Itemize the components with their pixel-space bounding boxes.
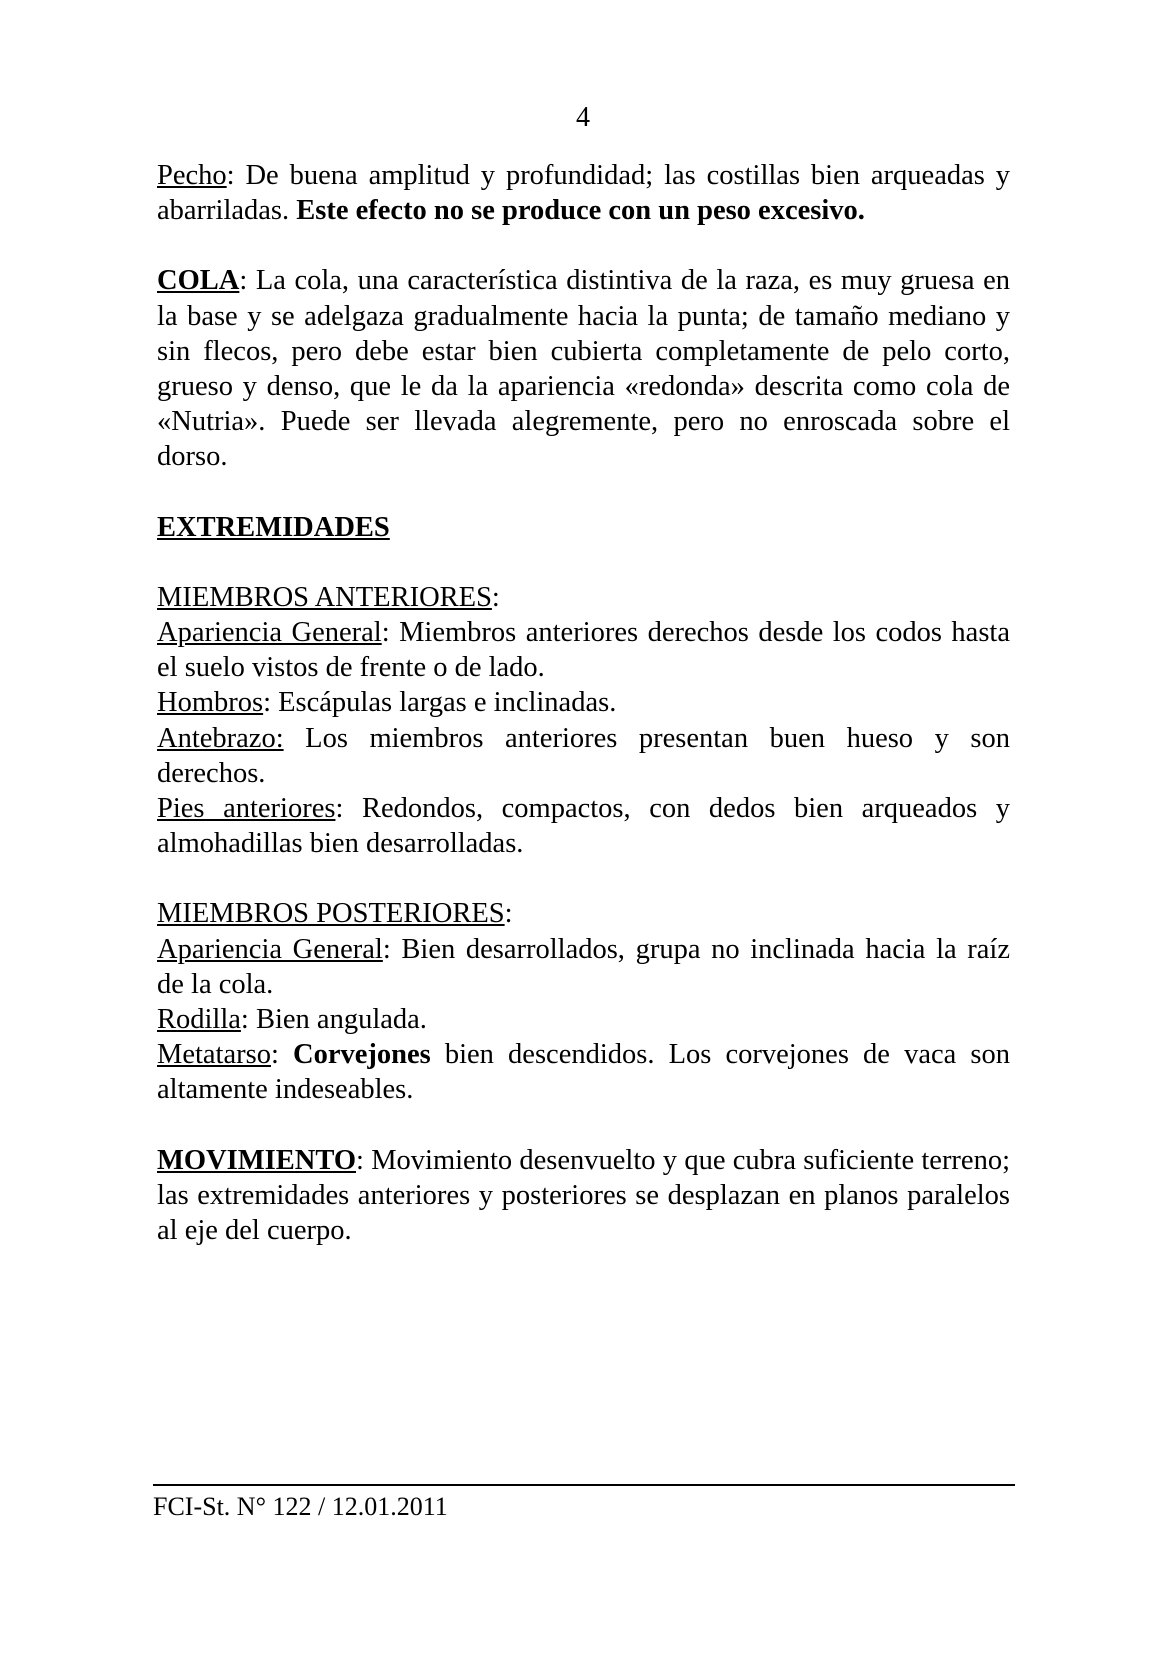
metatarso-pre: : [270, 1039, 294, 1071]
pecho-text: : De buena amplitud y profundidad; las costillas bien arqueadas y abarriladas. [157, 160, 1010, 227]
cola-text: : La cola, una característica distintiva de la raza, es muy gruesa en la base y se adelgaza gradualmente hacia la punta; de tamaño mediano y sin flecos, pero debe estar bien cubierta completamente de pelo corto, grueso y denso, que le da la apariencia «redonda» descrita como cola de «Nutria». Puede ser llevada alegremente, pero no enroscada sobre el dorso. [157, 265, 1010, 473]
item-text: : Bien desarrollados, grupa no inclinada hacia la raíz de la cola. [157, 933, 1010, 1000]
footer-reference: FCI-St. N° 122 / 12.01.2011 [153, 1492, 448, 1521]
item-label: Pies anteriores [157, 793, 336, 825]
item-label: Hombros [157, 687, 264, 719]
document-body [157, 158, 1010, 1248]
item-label: Rodilla [157, 1004, 241, 1036]
item-label: Antebrazo: [157, 722, 284, 754]
metatarso-label: Metatarso [157, 1039, 271, 1071]
movimiento-paragraph [157, 1143, 1010, 1249]
posteriores-heading [157, 896, 1010, 931]
spacer [157, 861, 1010, 896]
cola-paragraph [157, 263, 1010, 474]
anteriores-pies [157, 791, 1010, 861]
metatarso-bold: Corvejones [293, 1039, 431, 1071]
item-text: : Miembros anteriores derechos desde los codos hasta el suelo vistos de frente o de lado. [157, 617, 1010, 684]
posteriores-metatarso [157, 1037, 1010, 1107]
anteriores-apariencia [157, 615, 1010, 685]
extremidades-heading-text: EXTREMIDADES [157, 511, 390, 543]
footer-divider [153, 1484, 1015, 1486]
page-number: 4 [576, 102, 590, 133]
item-label: Apariencia General [157, 617, 382, 649]
spacer [157, 475, 1010, 510]
anteriores-heading-text: MIEMBROS ANTERIORES [157, 581, 492, 613]
posteriores-heading-suffix: : [504, 898, 513, 930]
item-text: : Redondos, compactos, con dedos bien arqueados y almohadillas bien desarrolladas. [157, 793, 1010, 860]
cola-label: COLA [157, 265, 240, 297]
movimiento-label: MOVIMIENTO [157, 1144, 356, 1176]
item-text: : Bien angulada. [240, 1004, 427, 1036]
posteriores-heading-text: MIEMBROS POSTERIORES [157, 898, 505, 930]
metatarso-text: bien descendidos. Los corvejones de vaca son altamente indeseables. [157, 1039, 1010, 1106]
spacer [157, 545, 1010, 580]
posteriores-apariencia [157, 932, 1010, 1002]
item-text: : Escápulas largas e inclinadas. [263, 687, 617, 719]
item-text: Los miembros anteriores presentan buen hueso y son derechos. [157, 722, 1010, 789]
extremidades-heading [157, 510, 1010, 545]
anteriores-heading-suffix: : [491, 581, 500, 613]
anteriores-heading [157, 580, 1010, 615]
pecho-bold-text: Este efecto no se produce con un peso excesivo. [296, 195, 865, 227]
spacer [157, 1108, 1010, 1143]
pecho-paragraph [157, 158, 1010, 228]
anteriores-antebrazo [157, 721, 1010, 791]
pecho-label: Pecho [157, 160, 227, 191]
item-label: Apariencia General [157, 933, 383, 965]
anteriores-hombros [157, 685, 1010, 720]
spacer [157, 228, 1010, 263]
posteriores-rodilla [157, 1002, 1010, 1037]
movimiento-text: : Movimiento desenvuelto y que cubra suficiente terreno; las extremidades anteriores y posteriores se desplazan en planos paralelos al eje del cuerpo. [157, 1144, 1010, 1247]
